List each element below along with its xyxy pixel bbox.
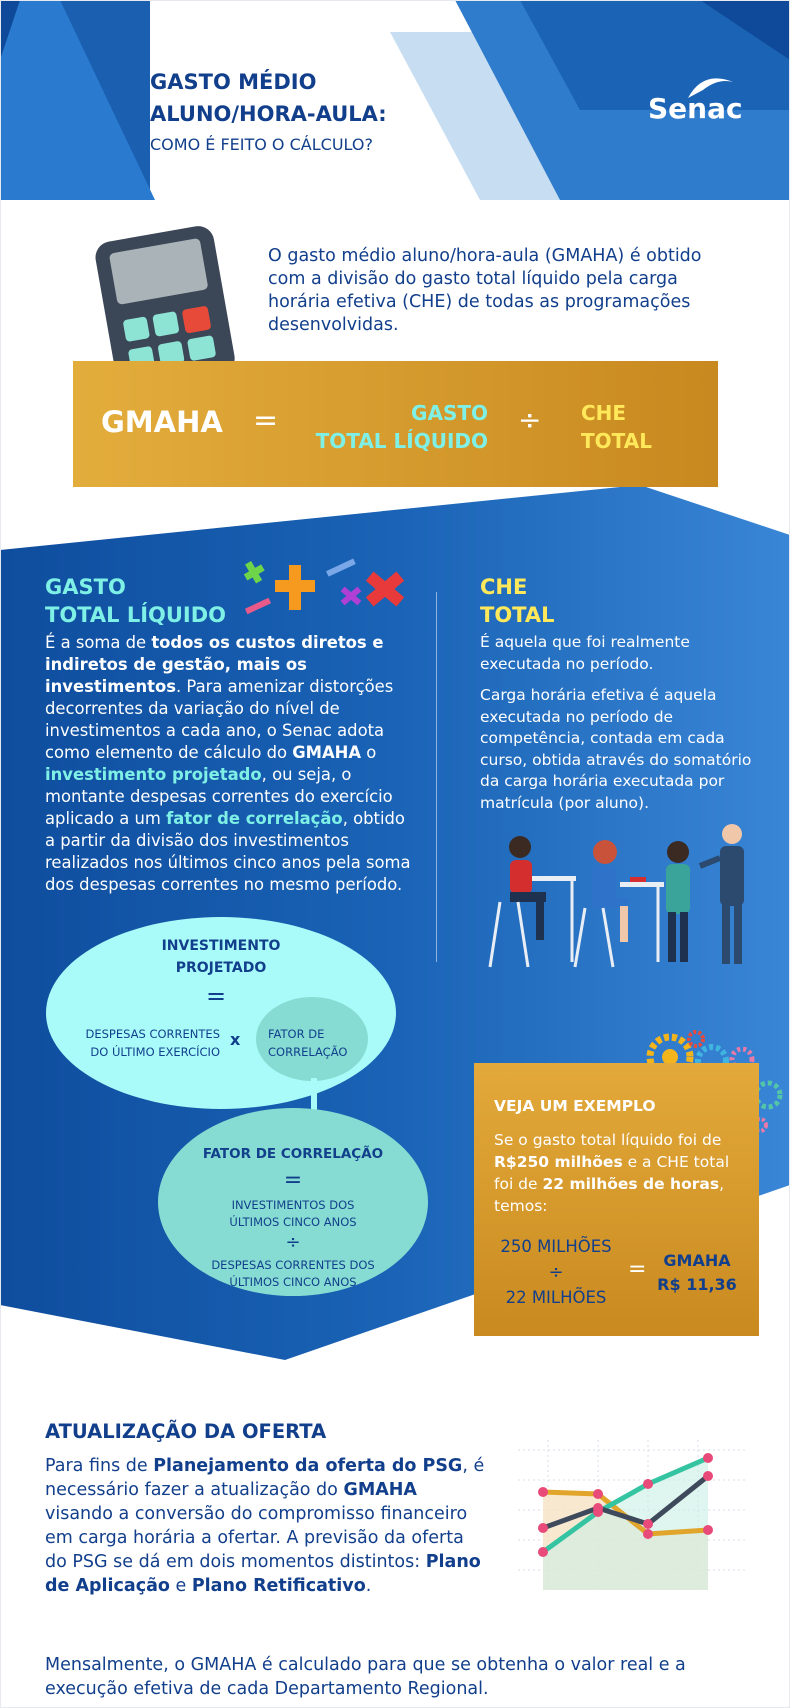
- example-text-3: e a CHE total foi de: [494, 1153, 730, 1193]
- ellipse1-title-line-1: INVESTIMENTO: [161, 938, 281, 954]
- formula-denominator-line-1: CHE: [581, 401, 627, 425]
- update-text-5: visando a conversão do compromisso financeiro em carga horária a ofertar. A previsão da oferta do PSG se dá em dois momentos distintos:: [45, 1504, 468, 1572]
- che-description-1: É aquela que foi realmente executada no período.: [480, 633, 690, 673]
- update-text-9: .: [365, 1576, 372, 1596]
- ellipse1-title-line-2: PROJETADO: [175, 960, 267, 976]
- update-title: ATUALIZAÇÃO DA OFERTA: [45, 1420, 327, 1443]
- formula-denominator-line-2: TOTAL: [581, 429, 652, 453]
- example-denominator: 22 MILHÕES: [505, 1288, 607, 1307]
- gasto-text-5: o: [361, 743, 377, 762]
- formula-numerator-line-2: TOTAL LÍQUIDO: [315, 429, 488, 453]
- formula-equals: =: [253, 403, 279, 438]
- page-subtitle: COMO É FEITO O CÁLCULO?: [150, 135, 373, 154]
- gasto-text-3: . Para amenizar distorções decorrentes da variação do nível de investimentos a cada ano, o Senac adota como elemento de cálculo do: [45, 677, 394, 762]
- gasto-title-line-2: TOTAL LÍQUIDO: [45, 603, 227, 627]
- example-title: VEJA UM EXEMPLO: [494, 1097, 656, 1115]
- update-text-7: e: [169, 1576, 192, 1596]
- che-title-line-2: TOTAL: [480, 603, 555, 627]
- update-text-2: Planejamento da oferta do PSG: [153, 1456, 463, 1476]
- gasto-text-4: GMAHA: [292, 743, 362, 762]
- che-title-line-1: CHE: [480, 575, 528, 599]
- senac-logo-text: Senac: [648, 92, 743, 125]
- update-text-3: , é necessário fazer a atualização do: [45, 1456, 485, 1500]
- update-text-4: GMAHA: [343, 1480, 417, 1500]
- ellipse2-den-line-1: DESPESAS CORRENTES DOS: [211, 1258, 375, 1272]
- example-equals: =: [628, 1257, 647, 1282]
- update-text-1: Para fins de: [45, 1456, 154, 1476]
- ellipse2-num-line-2: ÚLTIMOS CINCO ANOS: [229, 1215, 357, 1229]
- ellipse2-den-line-2: ÚLTIMOS CINCO ANOS: [229, 1275, 357, 1289]
- update-text-8: Plano Retificativo: [191, 1576, 366, 1596]
- ellipse1-right-line-2: CORRELAÇÃO: [268, 1045, 348, 1059]
- formula-gmaha: GMAHA: [101, 405, 223, 439]
- ellipse1-right-line-1: FATOR DE: [268, 1027, 325, 1041]
- gasto-text-2: todos os custos diretos e indiretos de gestão, mais os investimentos: [45, 633, 384, 696]
- gasto-title-line-1: GASTO: [45, 575, 126, 599]
- example-result-line-2: R$ 11,36: [657, 1275, 737, 1294]
- example-text-1: Se o gasto total líquido foi de: [494, 1131, 722, 1149]
- title-line-1: GASTO MÉDIO: [150, 70, 317, 94]
- gasto-text-6: investimento projetado: [45, 765, 262, 784]
- gasto-text-1: É a soma de: [45, 633, 152, 652]
- che-description-2: Carga horária efetiva é aquela executada no período de competência, contada em cada curso, obtida através do somatório da carga horária executada por matrícula (por aluno).: [480, 686, 752, 812]
- gasto-text-9: , obtido a partir da divisão dos investimentos realizados nos últimos cinco anos pela soma dos despesas correntes no mesmo período.: [45, 809, 411, 894]
- title-line-2: ALUNO/HORA-AULA:: [150, 102, 387, 126]
- example-text-5: , temos:: [494, 1175, 724, 1215]
- ellipse1-left-line-2: DO ÚLTIMO EXERCÍCIO: [90, 1045, 220, 1059]
- intro-text: O gasto médio aluno/hora-aula (GMAHA) é obtido com a divisão do gasto total líquido pela carga horária efetiva (CHE) de todas as programações desenvolvidas.: [268, 246, 702, 335]
- gasto-text-7: , ou seja, o montante despesas correntes do exercício aplicado a um: [45, 765, 393, 828]
- ellipse2-title: FATOR DE CORRELAÇÃO: [202, 1146, 384, 1162]
- example-result-line-1: GMAHA: [663, 1251, 731, 1270]
- ellipse2-equals: =: [283, 1168, 303, 1193]
- example-text-2: R$250 milhões: [494, 1153, 623, 1171]
- gasto-text-8: fator de correlação: [166, 809, 343, 828]
- ellipse1-equals: =: [206, 982, 227, 1010]
- ellipse1-left-line-1: DESPESAS CORRENTES: [85, 1027, 220, 1041]
- formula-numerator-line-1: GASTO: [411, 401, 488, 425]
- ellipse1-times: x: [230, 1030, 241, 1049]
- formula-divide: ÷: [518, 403, 542, 436]
- footer-text: Mensalmente, o GMAHA é calculado para que se obtenha o valor real e a execução efetiva de cada Departamento Regional.: [45, 1655, 686, 1699]
- example-divide: ÷: [548, 1262, 564, 1283]
- update-text-6: Plano de Aplicação: [45, 1552, 481, 1596]
- example-numerator: 250 MILHÕES: [500, 1237, 612, 1256]
- ellipse2-divide: ÷: [285, 1232, 301, 1253]
- example-text-4: 22 milhões de horas: [542, 1175, 720, 1193]
- ellipse2-num-line-1: INVESTIMENTOS DOS: [231, 1198, 355, 1212]
